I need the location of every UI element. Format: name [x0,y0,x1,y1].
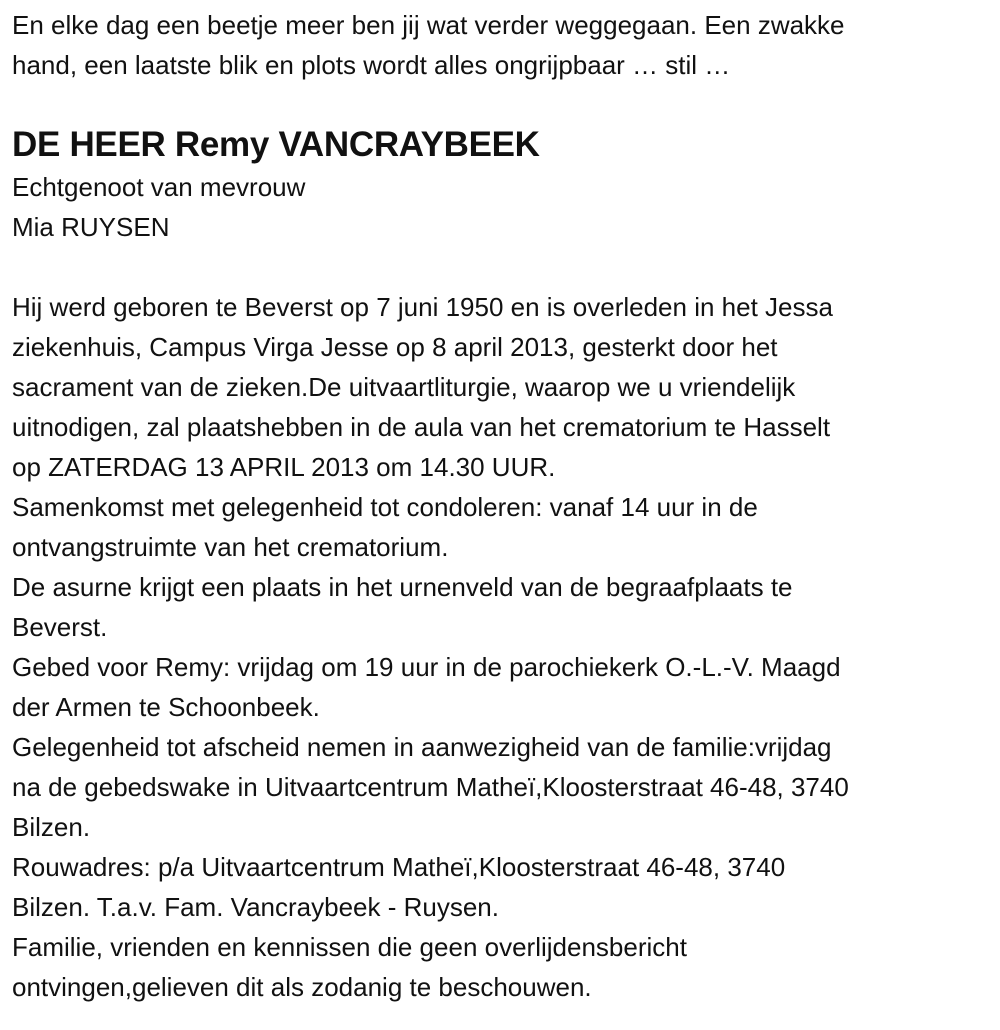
obituary-body [12,287,997,1007]
obituary-document [12,5,997,1007]
body-line: Bilzen. T.a.v. Fam. Vancraybeek - Ruysen. [12,892,499,922]
body-line: ziekenhuis, Campus Virga Jesse op 8 april 2013, gesterkt door het [12,332,778,362]
body-line: op ZATERDAG 13 APRIL 2013 om 14.30 UUR. [12,452,556,482]
body-line: der Armen te Schoonbeek. [12,692,320,722]
intro-verse [12,5,997,85]
body-line: sacrament van de zieken.De uitvaartliturgie, waarop we u vriendelijk [12,372,796,402]
body-line: Bilzen. [12,812,91,842]
spouse-name: Mia RUYSEN [12,212,170,242]
body-line: Gebed voor Remy: vrijdag om 19 uur in de parochiekerk O.-L.-V. Maagd [12,652,841,682]
body-line: ontvingen,gelieven dit als zodanig te beschouwen. [12,972,592,1002]
body-line: na de gebedswake in Uitvaartcentrum Matheï,Kloosterstraat 46-48, 3740 [12,772,849,802]
spouse-info [12,167,997,247]
body-line: uitnodigen, zal plaatshebben in de aula van het crematorium te Hasselt [12,412,831,442]
body-line: Beverst. [12,612,108,642]
body-line: Rouwadres: p/a Uitvaartcentrum Matheï,Kloosterstraat 46-48, 3740 [12,852,786,882]
body-line: Samenkomst met gelegenheid tot condoleren: vanaf 14 uur in de [12,492,758,522]
body-line: De asurne krijgt een plaats in het urnenveld van de begraafplaats te [12,572,793,602]
body-line: ontvangstruimte van het crematorium. [12,532,449,562]
body-line: Hij werd geboren te Beverst op 7 juni 1950 en is overleden in het Jessa [12,292,833,322]
body-line: Gelegenheid tot afscheid nemen in aanwezigheid van de familie:vrijdag [12,732,832,762]
intro-line: En elke dag een beetje meer ben jij wat verder weggegaan. Een zwakke [12,10,845,40]
body-line: Familie, vrienden en kennissen die geen overlijdensbericht [12,932,687,962]
intro-line: hand, een laatste blik en plots wordt alles ongrijpbaar … stil … [12,50,731,80]
spacer [12,247,997,287]
deceased-name-heading: DE HEER Remy VANCRAYBEEK [12,125,540,164]
spouse-line: Echtgenoot van mevrouw [12,172,306,202]
